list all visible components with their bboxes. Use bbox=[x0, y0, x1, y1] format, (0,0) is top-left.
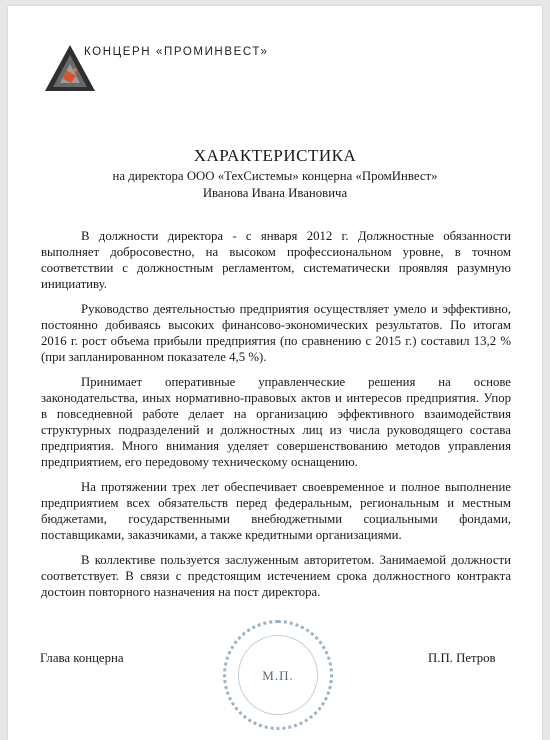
document-body bbox=[41, 228, 511, 609]
employee-name: Иванова Ивана Ивановича bbox=[202, 186, 348, 200]
document-subtitle: на директора ООО «ТехСистемы» концерна «ПромИнвест» bbox=[112, 169, 438, 183]
signatory-position: Глава концерна bbox=[40, 651, 124, 665]
document-title: ХАРАКТЕРИСТИКА bbox=[193, 146, 357, 165]
paragraph: Руководство деятельностью предприятия осуществляет умело и эффективно, постоянно добиваясь высоких финансово-экономических результатов. По итогам 2016 г. рост объема прибыли предприятия (по сравнению с 2015 г.) составил 13,2 % (при запланированном показателе 4,5 %). bbox=[41, 302, 511, 364]
document-page bbox=[8, 6, 542, 740]
paragraph: На протяжении трех лет обеспечивает своевременное и полное выполнение предприятием всех обязательств перед федеральным, региональным и местным бюджетами, государственными внебюджетными социальными фондами, поставщиками, заказчиками, а также кредитными организациями. bbox=[41, 480, 511, 542]
signatory-name: П.П. Петров bbox=[428, 651, 496, 665]
stamp-seal bbox=[223, 620, 333, 730]
paragraph: В должности директора - с января 2012 г. Должностные обязанности выполняет добросовестно, на высоком профессиональном уровне, в точном соответствии с должностным регламентом, систематически проявляя разумную инициативу. bbox=[41, 229, 511, 291]
paragraph: Принимает оперативные управленческие решения на основе законодательства, иных нормативно-правовых актов и интересов предприятия. Упор в повседневной работе делает на организацию эффективного взаимодействия структурных подразделений и должностных лиц из числа руководящего состава предприятия. Много внимания уделяет совершенствованию методов управления предприятием, его передовому техническому оснащению. bbox=[41, 375, 511, 469]
stamp-label: М.П. bbox=[262, 668, 294, 683]
company-name: КОНЦЕРН «ПРОМИНВЕСТ» bbox=[84, 46, 269, 58]
paragraph: В коллективе пользуется заслуженным авторитетом. Занимаемой должности соответствует. В связи с предстоящим истечением срока должностного контракта достоин повторного назначения на пост директора. bbox=[41, 553, 511, 599]
